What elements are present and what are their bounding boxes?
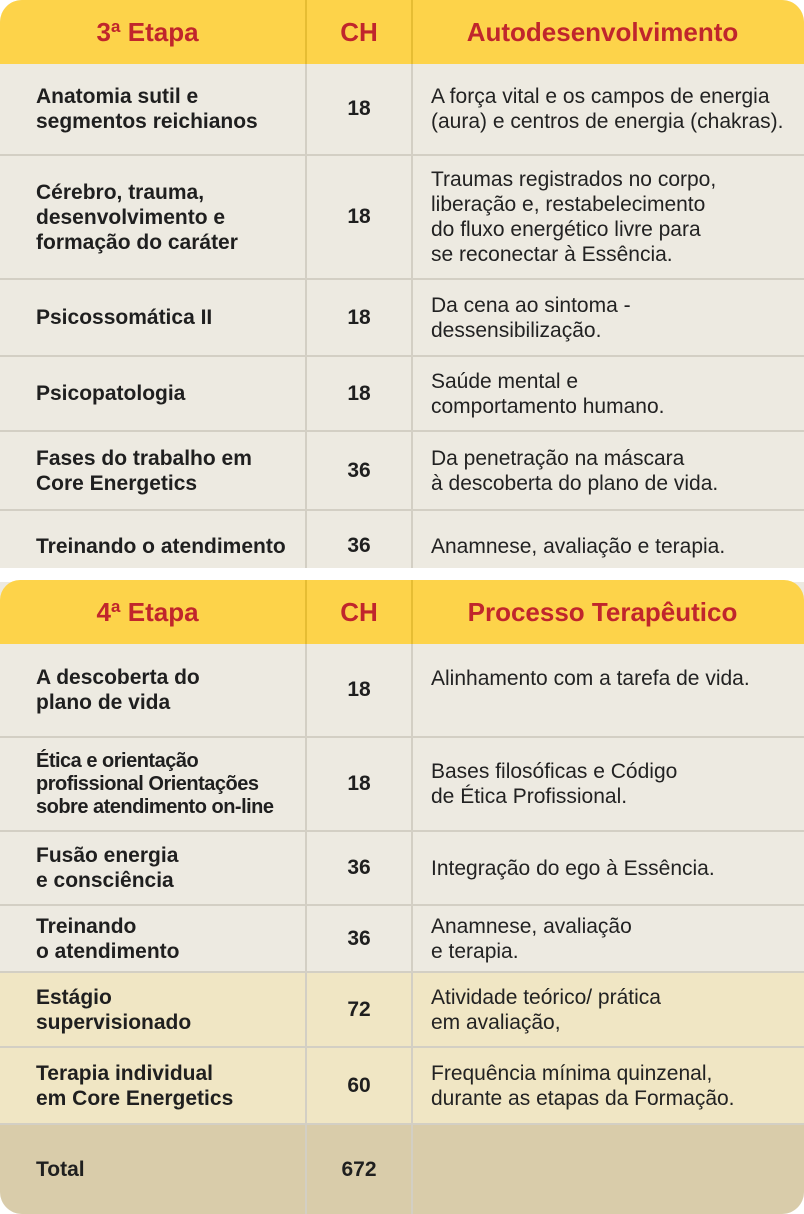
table-row <box>0 357 804 432</box>
total-label: Total <box>36 1158 85 1181</box>
table-row <box>0 644 804 738</box>
table-row <box>0 832 804 906</box>
subject-description: Traumas registrados no corpo, liberação e, restabelecimento do fluxo energético livre para se reconectar à Essência. <box>431 168 717 266</box>
subject-name: Cérebro, trauma, desenvolvimento e formação do caráter <box>36 180 238 254</box>
table-row <box>0 1048 804 1125</box>
workload-hours: 60 <box>347 1073 371 1097</box>
subject-name: Treinando o atendimento <box>36 534 286 558</box>
workload-hours: 72 <box>347 997 371 1021</box>
subject-name: Fases do trabalho em Core Energetics <box>36 446 252 495</box>
subject-description: A força vital e os campos de energia (aura) e centros de energia (chakras). <box>431 85 784 133</box>
table-row <box>0 973 804 1048</box>
table-row <box>0 432 804 511</box>
total-empty-cell <box>413 1125 804 1214</box>
workload-hours: 36 <box>347 926 371 950</box>
subject-name: Anatomia sutil e segmentos reichianos <box>36 85 258 133</box>
subject-name: Estágio supervisionado <box>36 985 192 1034</box>
stage3-theme: Autodesenvolvimento <box>466 16 739 47</box>
subject-description: Bases filosóficas e Código de Ética Profissional. <box>431 760 678 808</box>
stage3-header <box>0 0 804 64</box>
subject-description: Da cena ao sintoma - dessensibilização. <box>431 293 631 342</box>
subject-description: Saúde mental e comportamento humano. <box>431 369 665 418</box>
stage4-title: 4ª Etapa <box>96 596 199 627</box>
subject-name: Treinando o atendimento <box>36 914 180 963</box>
table-row <box>0 280 804 357</box>
workload-hours: 18 <box>347 772 371 795</box>
workload-hours: 36 <box>347 458 371 482</box>
subject-name: Ética e orientação profissional Orientações sobre atendimento on-line <box>36 749 274 818</box>
workload-hours: 36 <box>347 856 371 879</box>
table-row <box>0 738 804 832</box>
workload-hours: 36 <box>347 534 371 557</box>
subject-name: Terapia individual em Core Energetics <box>36 1061 234 1110</box>
subject-description: Alinhamento com a tarefa de vida. <box>431 667 750 690</box>
stage4-theme: Processo Terapêutico <box>467 596 738 627</box>
table-row <box>0 906 804 973</box>
workload-hours: 18 <box>347 678 371 701</box>
subject-name: Psicossomática II <box>36 306 213 329</box>
total-row <box>0 1125 804 1214</box>
subject-name: Psicopatologia <box>36 382 186 405</box>
workload-hours: 18 <box>347 205 371 228</box>
total-hours: 672 <box>341 1157 377 1181</box>
subject-description: Atividade teórico/ prática em avaliação, <box>431 985 661 1034</box>
table-row <box>0 64 804 156</box>
subject-description: Anamnese, avaliação e terapia. <box>431 534 726 558</box>
subject-description: Da penetração na máscara à descoberta do plano de vida. <box>431 446 719 495</box>
subject-description: Integração do ego à Essência. <box>431 856 715 880</box>
stage4-header <box>0 580 804 644</box>
table-row <box>0 156 804 280</box>
workload-hours: 18 <box>347 97 371 120</box>
stage4-ch-header: CH <box>305 580 413 644</box>
subject-description: Frequência mínima quinzenal, durante as etapas da Formação. <box>431 1061 735 1110</box>
subject-name: Fusão energia e consciência <box>36 844 179 892</box>
subject-description: Anamnese, avaliação e terapia. <box>431 914 632 963</box>
stage3-title: 3ª Etapa <box>96 16 199 47</box>
stage3-ch-header: CH <box>305 0 413 64</box>
workload-hours: 18 <box>347 381 371 405</box>
subject-name: A descoberta do plano de vida <box>36 666 200 714</box>
workload-hours: 18 <box>347 305 371 329</box>
